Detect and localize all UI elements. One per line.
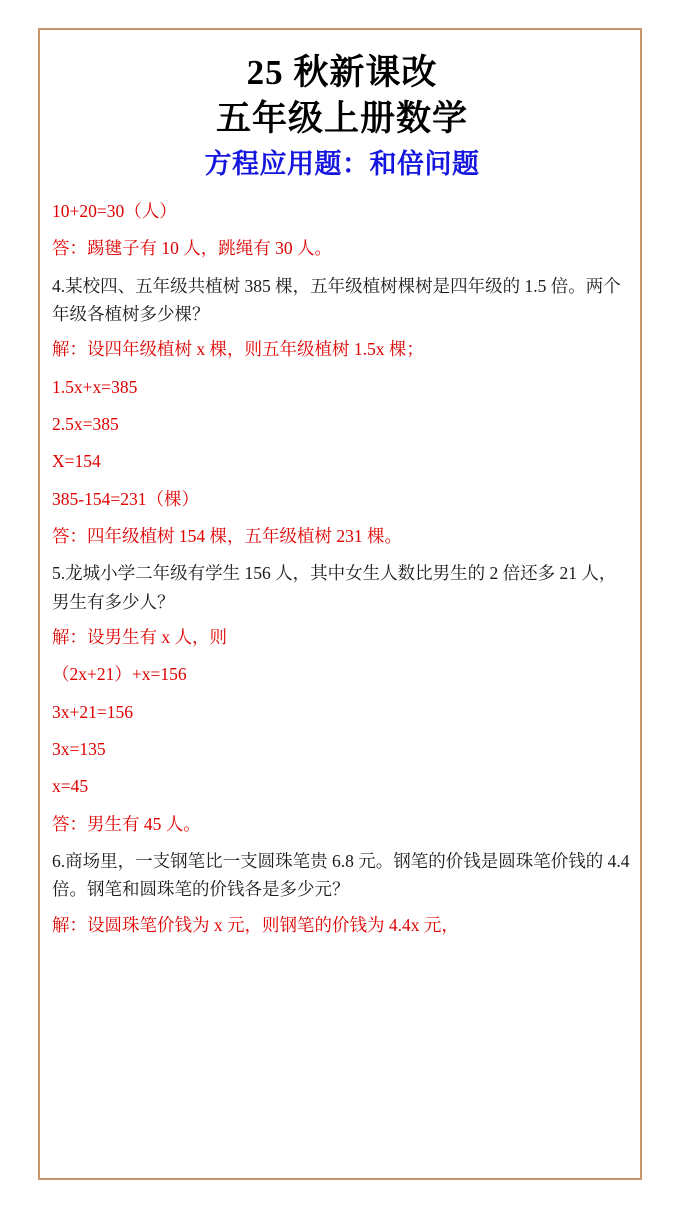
text-line: 答：男生有 45 人。 — [52, 813, 201, 834]
question-line: 4.某校四、五年级共植树 385 棵，五年级植树棵树是四年级的 1.5 倍。两个年级各植树多少棵？ — [52, 275, 621, 324]
text-line: 3x=135 — [52, 739, 106, 760]
subtitle: 方程应用题：和倍问题 — [204, 149, 480, 180]
text-line: x=45 — [52, 776, 89, 797]
page-content — [40, 30, 644, 988]
text-line: 答：踢毽子有 10 人，跳绳有 30 人。 — [52, 238, 332, 259]
text-line: X=154 — [52, 451, 101, 472]
text-line: 3x+21=156 — [52, 701, 133, 722]
text-line: 解：设四年级植树 x 棵，则五年级植树 1.5x 棵； — [52, 339, 424, 360]
text-line: （2x+21）+x=156 — [52, 664, 187, 685]
text-line: 解：设圆珠笔价钱为 x 元，则钢笔的价钱为 4.4x 元， — [52, 914, 459, 935]
question-line: 5.龙城小学二年级有学生 156 人，其中女生人数比男生的 2 倍还多 21 人，男生有多少人？ — [52, 563, 617, 612]
title-line-1: 25 秋新课改 — [246, 53, 438, 92]
text-line: 答：四年级植树 154 棵，五年级植树 231 棵。 — [52, 525, 402, 546]
page-border-frame — [38, 28, 642, 1180]
title-line-2: 五年级上册数学 — [215, 99, 468, 139]
question-line: 6.商场里，一支钢笔比一支圆珠笔贵 6.8 元。钢笔的价钱是圆珠笔价钱的 4.4 倍。钢笔和圆珠笔的价钱各是多少元？ — [52, 851, 630, 900]
problem-body — [52, 197, 632, 988]
bottom-spacer — [52, 948, 632, 988]
text-line: 385-154=231（棵） — [52, 488, 199, 509]
text-line: 解：设男生有 x 人，则 — [52, 627, 227, 647]
text-line: 1.5x+x=385 — [52, 376, 138, 397]
text-line: 2.5x=385 — [52, 413, 119, 434]
title-block — [52, 30, 632, 185]
text-line: 10+20=30（人） — [52, 200, 177, 221]
